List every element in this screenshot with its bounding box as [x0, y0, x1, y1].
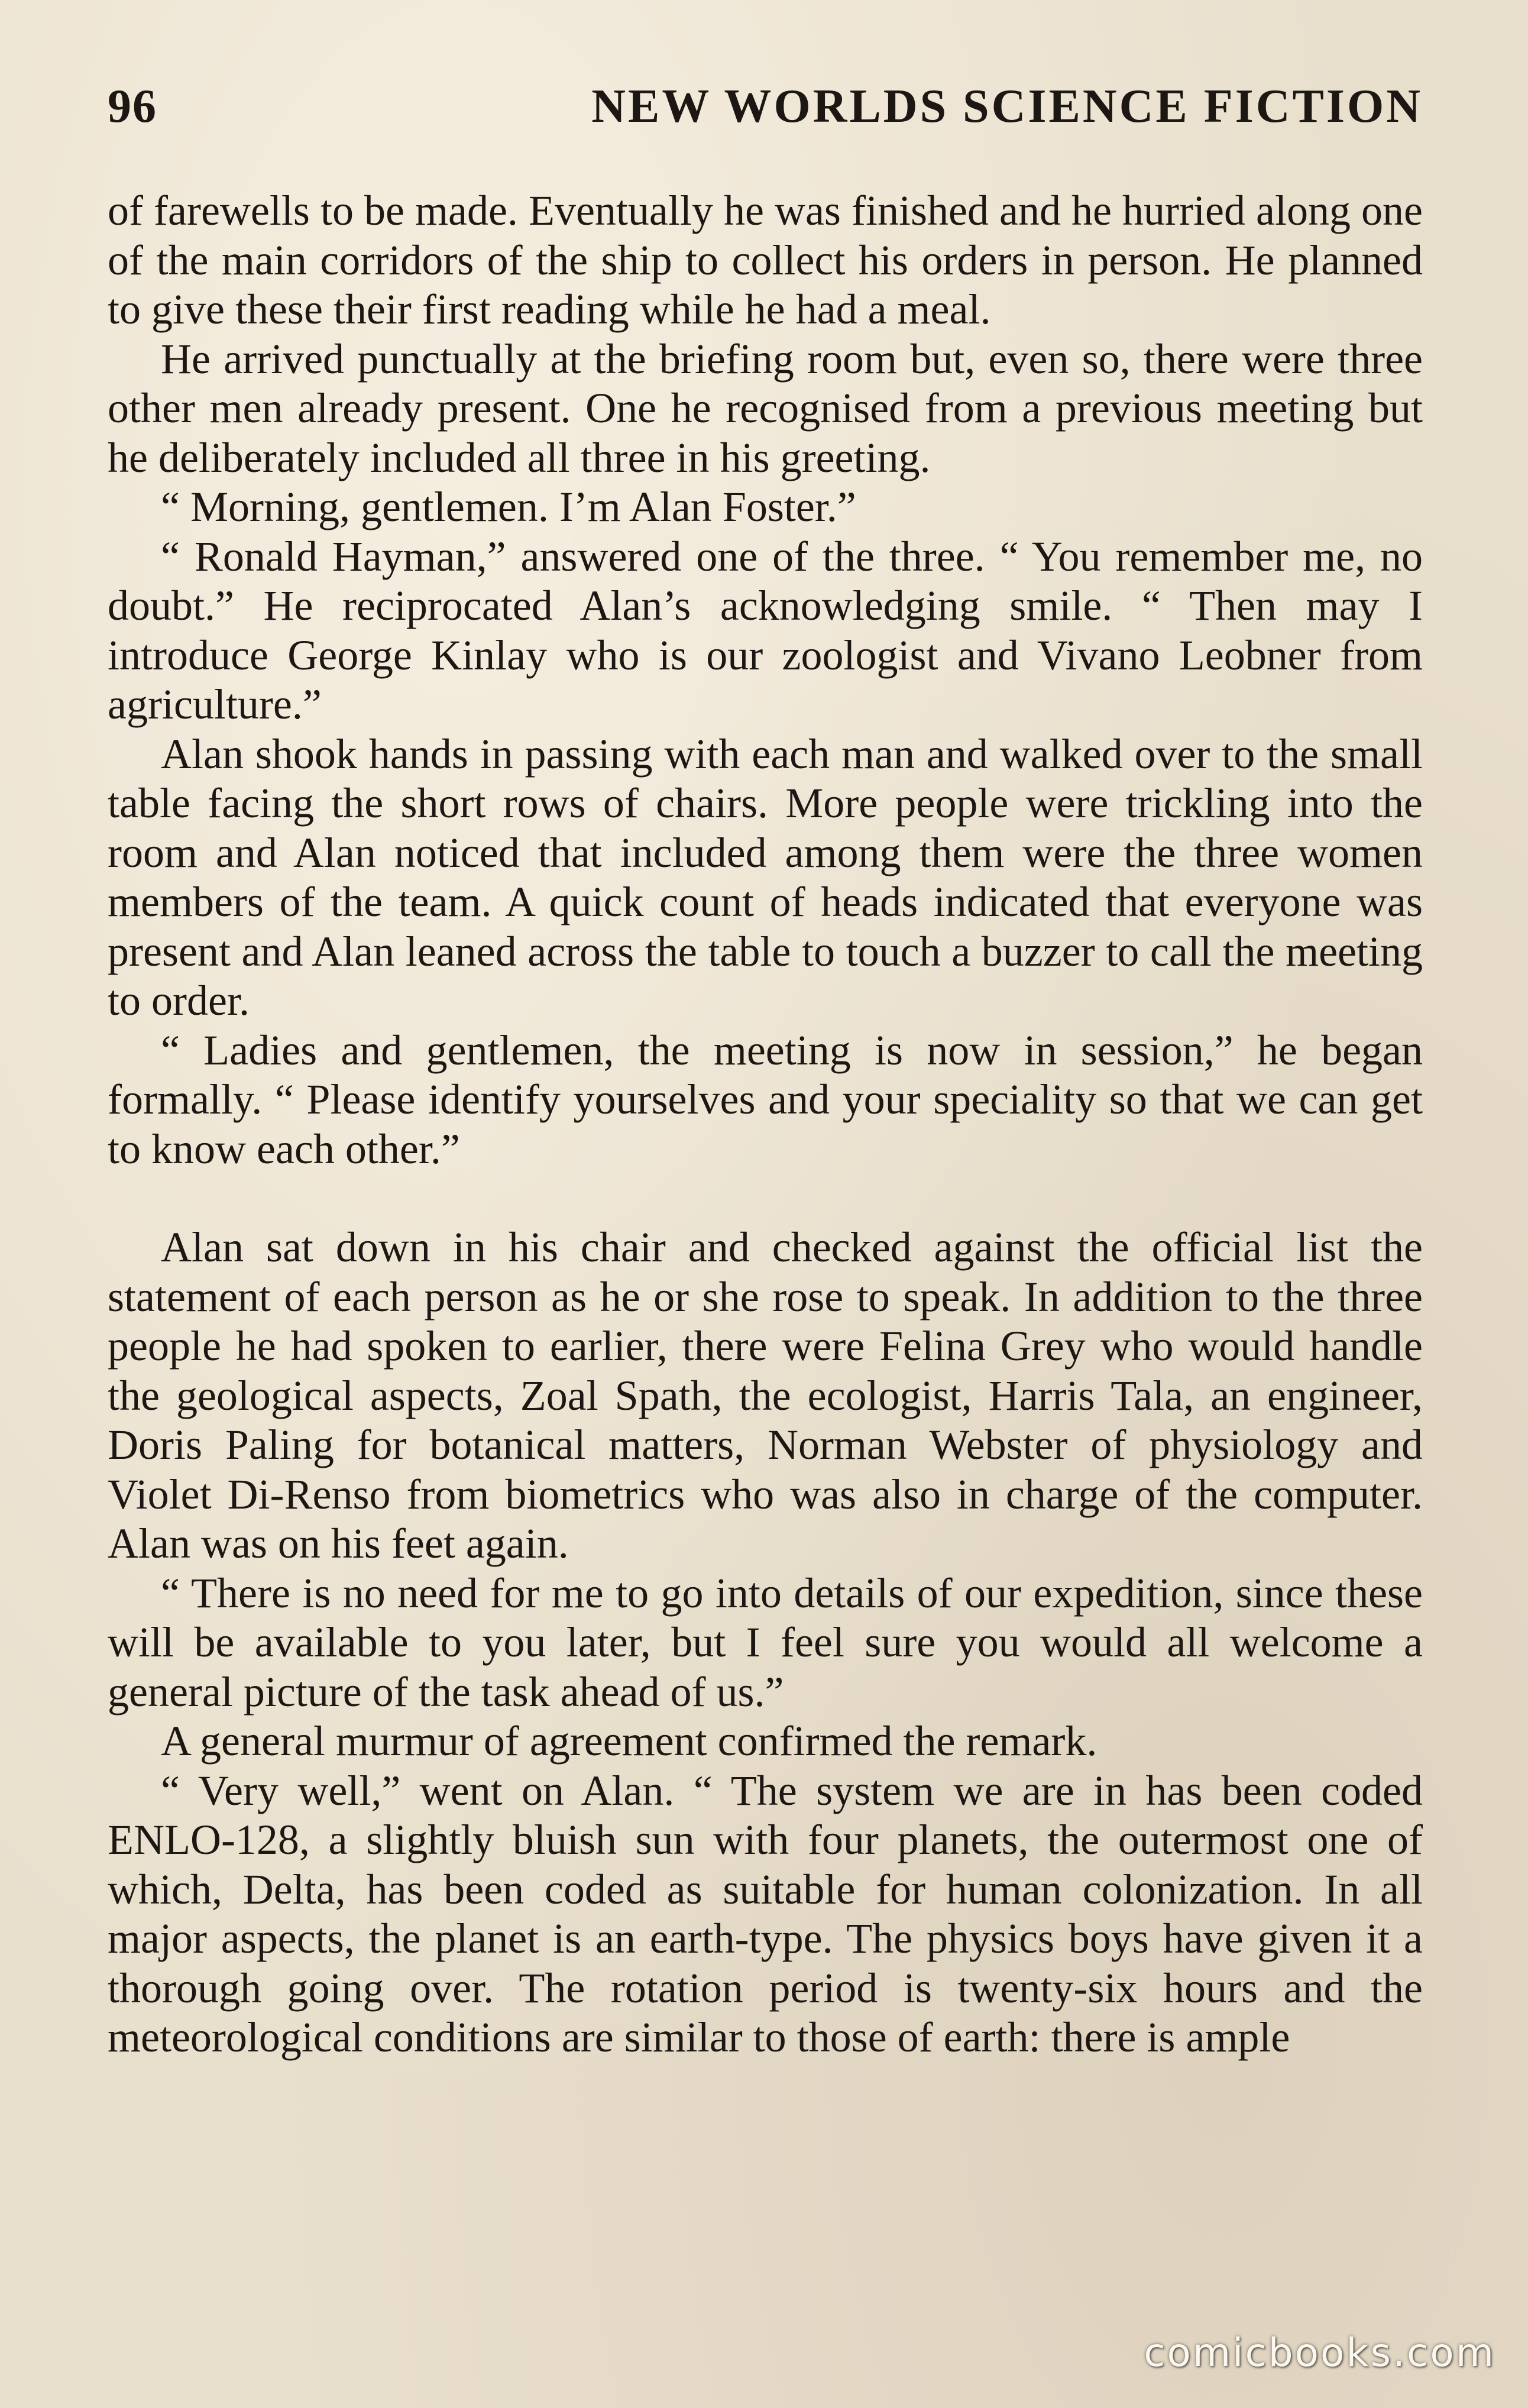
- page-number: 96: [108, 80, 157, 132]
- paragraph: “ Very well,” went on Alan. “ The system we are in has been coded ENLO-128, a slightly bluish sun with four planets, the outermost one of which, Delta, has been coded as suitable for human colonization. In all major aspects, the planet is an earth-type. The physics boys have given it a thorough going over. The rotation period is twenty-six hours and the meteorological conditions are similar to those of earth: there is ample: [108, 1766, 1423, 2061]
- paragraph: “ Ladies and gentlemen, the meeting is now in session,” he began formally. “ Please identify yourselves and your speciality so that we can get to know each other.”: [108, 1026, 1423, 1173]
- section-break: [108, 1174, 1423, 1223]
- paragraph: Alan sat down in his chair and checked against the official list the statement of each person as he or she rose to speak. In addition to the three people he had spoken to earlier, there were Felina Grey who would handle the geological aspects, Zoal Spath, the ecologist, Harris Tala, an engineer, Doris Paling for botanical matters, Norman Webster of physiology and Violet Di-Renso from biometrics who was also in charge of the computer. Alan was on his feet again.: [108, 1224, 1423, 1567]
- paragraph: He arrived punctually at the briefing room but, even so, there were three other men already present. One he recognised from a previous meeting but he deliberately included all three in his greeting.: [108, 335, 1423, 481]
- paragraph: A general murmur of agreement confirmed the remark.: [161, 1717, 1098, 1765]
- watermark: comicbooks.com: [1144, 2330, 1495, 2375]
- body-text: [108, 186, 1423, 2063]
- paragraph: “ Morning, gentlemen. I’m Alan Foster.”: [161, 483, 856, 530]
- paragraph: of farewells to be made. Eventually he was finished and he hurried along one of the main corridors of the ship to collect his orders in person. He planned to give these their first reading while he had a meal.: [108, 187, 1423, 333]
- book-page: [108, 80, 1423, 2063]
- running-title: NEW WORLDS SCIENCE FICTION: [591, 80, 1423, 132]
- paragraph: Alan shook hands in passing with each man and walked over to the small table facing the short rows of chairs. More people were trickling into the room and Alan noticed that included among them were the three women members of the team. A quick count of heads indicated that everyone was present and Alan leaned across the table to touch a buzzer to call the meeting to order.: [108, 730, 1423, 1024]
- paragraph: “ There is no need for me to go into details of our expedition, since these will be available to you later, but I feel sure you would all welcome a general picture of the task ahead of us.”: [108, 1569, 1423, 1716]
- paragraph: “ Ronald Hayman,” answered one of the three. “ You remember me, no doubt.” He reciprocated Alan’s acknowledging smile. “ Then may I introduce George Kinlay who is our zoologist and Vivano Leobner from agriculture.”: [108, 532, 1423, 728]
- running-head: [108, 80, 1423, 151]
